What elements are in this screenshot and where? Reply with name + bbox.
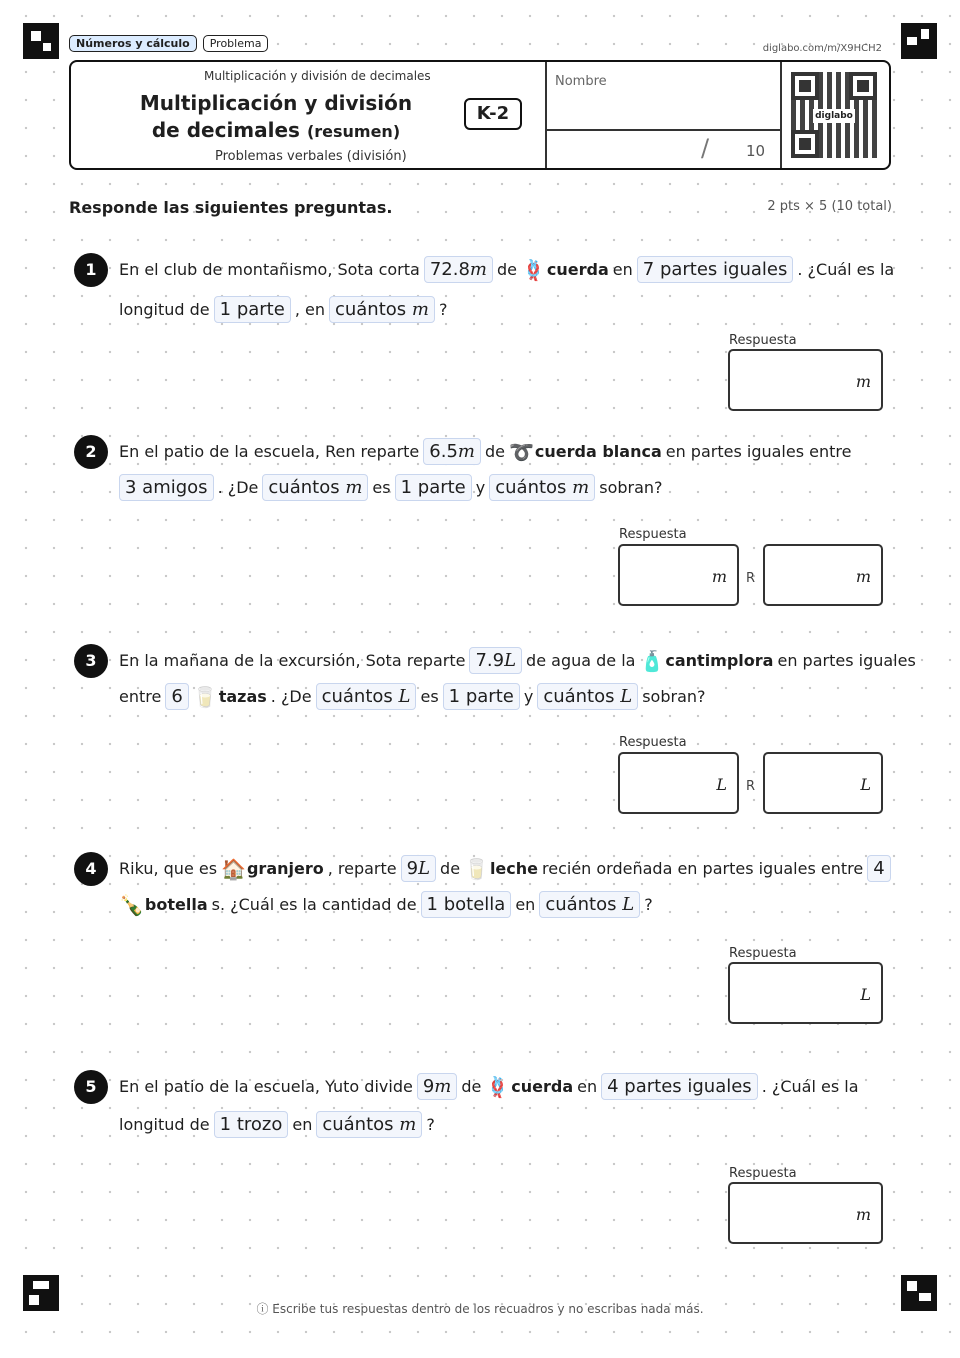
header-subtitle: Multiplicación y división de decimales (204, 69, 431, 83)
value: cuántos (321, 686, 393, 707)
value: 9 (406, 858, 419, 879)
text: de (484, 442, 505, 461)
question-number: 4 (74, 852, 108, 886)
name-field-label: Nombre (555, 74, 607, 89)
object-name: cuerda (511, 1077, 574, 1096)
unit: m (572, 477, 590, 498)
footer-text: Escribe tus respuestas dentro de los recuadros y no escribas nada más. (272, 1302, 704, 1316)
value: cuántos (322, 1114, 394, 1135)
question-text-line (119, 1111, 439, 1138)
value-chip: 1 botella (421, 891, 512, 918)
question-text-line (119, 438, 855, 465)
value: 7.9 (475, 650, 505, 671)
value-chip: 4 partes iguales (601, 1073, 758, 1100)
remainder-label: R (746, 779, 756, 794)
text: de (497, 260, 517, 279)
worksheet-title (131, 90, 421, 145)
divider (780, 62, 782, 168)
value-chip (316, 683, 417, 710)
value-chip: 4 (867, 855, 890, 882)
value-chip: 6 (165, 683, 188, 710)
text: En el club de montañismo, Sota corta (119, 260, 420, 279)
value: 6.5 (429, 441, 458, 462)
unit: L (622, 894, 635, 915)
object-name: leche (489, 859, 538, 878)
score-max: 10 (746, 142, 766, 160)
tag-subject: Números y cálculo (69, 35, 197, 52)
text: s. ¿Cuál es la cantidad de (211, 895, 417, 914)
text: de agua de la (526, 651, 636, 670)
text: y (475, 478, 486, 497)
question-number: 1 (74, 253, 108, 287)
answer-label: Respuesta (729, 333, 797, 348)
qr-logo-text: diglabo (813, 109, 855, 123)
text: Riku, que es (119, 859, 218, 878)
value-chip (469, 647, 522, 674)
value-chip (316, 1111, 422, 1138)
text: , en (294, 300, 325, 319)
unit: m (345, 477, 363, 498)
value-chip (401, 855, 436, 882)
question-text-line (119, 683, 710, 710)
value-chip: 1 parte (214, 296, 291, 323)
unit: L (418, 858, 431, 879)
rope-icon: 🪢 (521, 257, 546, 282)
title-main: Multiplicación y división de decimales (139, 91, 413, 142)
text: en partes iguales (777, 651, 916, 670)
answer-unit: m (855, 372, 871, 391)
white-rope-icon: ➰ (508, 439, 534, 464)
unit: m (457, 441, 475, 462)
value-chip (537, 683, 638, 710)
answer-box[interactable] (728, 962, 883, 1024)
value-chip (329, 296, 435, 323)
answer-label: Respuesta (619, 735, 687, 750)
question-text-line (119, 1073, 863, 1100)
answer-box-remainder[interactable] (763, 544, 883, 606)
footer-note (0, 1300, 960, 1317)
text: ? (644, 895, 653, 914)
answer-unit: L (860, 985, 871, 1004)
text: longitud de (119, 300, 210, 319)
value-chip: 1 parte (443, 683, 520, 710)
score-slash: / (701, 134, 710, 162)
cup-icon: 🥛 (192, 684, 218, 709)
worksheet-header (69, 60, 891, 170)
value-chip (262, 474, 368, 501)
unit: m (434, 1076, 452, 1097)
text: longitud de (119, 1115, 210, 1134)
text: en (612, 260, 633, 279)
source-url: diglabo.com/m/X9HCH2 (762, 43, 882, 54)
text: en (515, 895, 536, 914)
object-name: tazas (218, 687, 267, 706)
text: , reparte (327, 859, 397, 878)
canteen-icon: 🧴 (639, 648, 665, 673)
value-chip: 7 partes iguales (637, 256, 794, 283)
text: sobran? (599, 478, 663, 497)
bottle-icon: 🍾 (119, 892, 144, 917)
text: . ¿De (217, 478, 259, 497)
corner-marker-top-right (901, 23, 937, 59)
unit: m (411, 299, 429, 320)
value: cuántos (334, 299, 407, 320)
text: recién ordeñada en partes iguales entre (542, 859, 864, 878)
rope-icon: 🪢 (485, 1074, 511, 1099)
barn-icon: 🏠 (221, 856, 246, 881)
text: . ¿Cuál es la (761, 1077, 859, 1096)
info-icon: ⓘ (256, 1302, 269, 1316)
question-text-line (119, 256, 898, 283)
category-tags (69, 35, 268, 52)
question-text-line (119, 647, 920, 674)
answer-box-remainder[interactable] (763, 752, 883, 814)
worksheet-code: K-2 (464, 98, 522, 130)
answer-label: Respuesta (729, 946, 797, 961)
text: . ¿Cuál es la (797, 260, 895, 279)
value: 72.8 (429, 259, 470, 280)
value-chip (423, 438, 481, 465)
value-chip (424, 256, 493, 283)
text: y (523, 687, 534, 706)
answer-box-quotient[interactable] (618, 752, 739, 814)
value-chip: 3 amigos (119, 474, 214, 501)
points-info: 2 pts × 5 (10 total) (767, 199, 892, 214)
text: En el patio de la escuela, Yuto divide (119, 1077, 413, 1096)
question-text-line (119, 474, 667, 501)
text: En la mañana de la excursión, Sota reparte (119, 651, 466, 670)
text: . ¿De (270, 687, 312, 706)
question-number: 2 (74, 435, 108, 469)
answer-label: Respuesta (729, 1166, 797, 1181)
text: ? (426, 1115, 435, 1134)
milk-carton-icon: 🥛 (464, 856, 489, 881)
instruction: Responde las siguientes preguntas. (69, 198, 393, 217)
divider (545, 129, 781, 131)
text: en (292, 1115, 313, 1134)
answer-box[interactable] (728, 1182, 883, 1244)
text: en (577, 1077, 598, 1096)
text: sobran? (642, 687, 706, 706)
remainder-label: R (746, 571, 756, 586)
text: entre (119, 687, 162, 706)
object-name: cuerda (546, 260, 609, 279)
unit: L (398, 686, 411, 707)
object-name: botella (144, 895, 208, 914)
text: de (461, 1077, 482, 1096)
text: ? (438, 300, 448, 319)
value: cuántos (268, 477, 340, 498)
value: cuántos (543, 686, 615, 707)
header-topic: Problemas verbales (división) (215, 149, 407, 164)
object-name: cantimplora (665, 651, 774, 670)
answer-unit: m (711, 567, 727, 586)
object-name: cuerda blanca (534, 442, 662, 461)
object-name: granjero (246, 859, 324, 878)
tag-type: Problema (203, 35, 269, 52)
question-text-line (119, 855, 895, 882)
text: En el patio de la escuela, Ren reparte (119, 442, 420, 461)
question-text-line (119, 296, 451, 323)
unit: L (504, 650, 517, 671)
answer-unit: L (716, 775, 727, 794)
answer-unit: m (855, 1205, 871, 1224)
divider (545, 62, 547, 168)
answer-box-quotient[interactable] (618, 544, 739, 606)
question-number: 5 (74, 1070, 108, 1104)
value-chip (489, 474, 595, 501)
unit: L (620, 686, 633, 707)
value: cuántos (545, 894, 617, 915)
unit: m (399, 1114, 417, 1135)
value-chip (417, 1073, 458, 1100)
corner-marker-top-left (23, 23, 59, 59)
value: cuántos (495, 477, 567, 498)
text: es (372, 478, 391, 497)
text: de (440, 859, 461, 878)
answer-box[interactable] (728, 349, 883, 411)
value-chip (539, 891, 640, 918)
unit: m (469, 259, 487, 280)
answer-unit: L (860, 775, 871, 794)
question-number: 3 (74, 644, 108, 678)
value: 9 (422, 1076, 435, 1097)
value-chip: 1 parte (395, 474, 472, 501)
value-chip: 1 trozo (214, 1111, 289, 1138)
answer-unit: m (855, 567, 871, 586)
text: es (420, 687, 439, 706)
question-text-line (119, 891, 657, 918)
title-suffix: (resumen) (306, 122, 401, 141)
answer-label: Respuesta (619, 527, 687, 542)
text: en partes iguales entre (665, 442, 852, 461)
